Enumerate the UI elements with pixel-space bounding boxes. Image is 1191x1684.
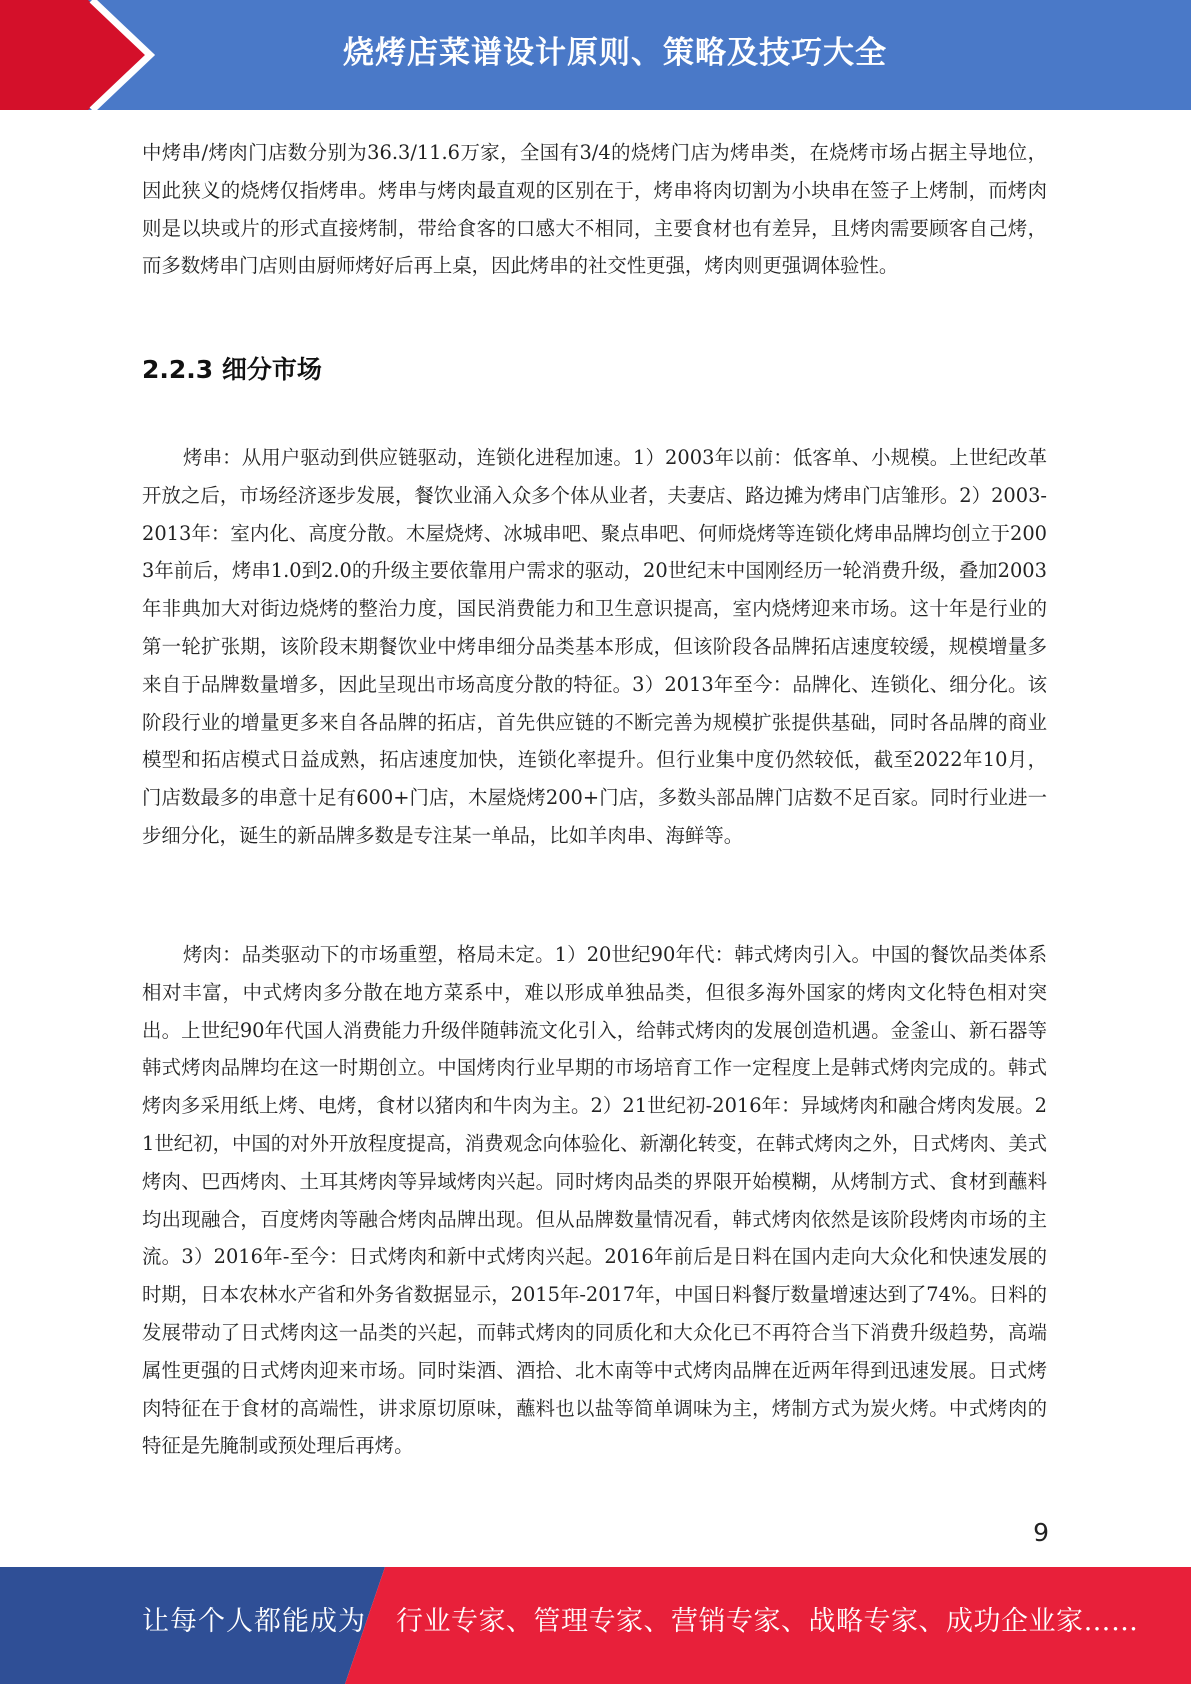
page-number: 9 [1033,1518,1049,1547]
section-heading: 2.2.3 细分市场 [142,355,322,384]
paragraph-skewer: 烤串：从用户驱动到供应链驱动，连锁化进程加速。1）2003年以前：低客单、小规模。上世纪改革开放之后，市场经济逐步发展，餐饮业涌入众多个体从业者，夫妻店、路边摊为烤串门店雏形。2）2003-2013年：室内化、高度分散。木屋烧烤、冰城串吧、聚点串吧、何师烧烤等连锁化烤串品牌均创立于2003年前后，烤串1.0到2.0的升级主要依靠用户需求的驱动，20世纪末中国刚经历一轮消费升级，叠加2003年非典加大对街边烧烤的整治力度，国民消费能力和卫生意识提高，室内烧烤迎来市场。这十年是行业的第一轮扩张期，该阶段末期餐饮业中烤串细分品类基本形成，但该阶段各品牌拓店速度较缓，规模增量多来自于品牌数量增多，因此呈现出市场高度分散的特征。3）2013年至今：品牌化、连锁化、细分化。该阶段行业的增量更多来自各品牌的拓店，首先供应链的不断完善为规模扩张提供基础，同时各品牌的商业模型和拓店模式日益成熟，拓店速度加快，连锁化率提升。但行业集中度仍然较低，截至2022年10月，门店数最多的串意十足有600+门店，木屋烧烤200+门店，多数头部品牌门店数不足百家。同时行业进一步细分化，诞生的新品牌多数是专注某一单品，比如羊肉串、海鲜等。 [142,446,1047,847]
page-footer [0,1567,1191,1684]
page-header [0,0,1191,110]
document-title: 烧烤店菜谱设计原则、策略及技巧大全 [343,35,887,71]
red-arrow-decoration [0,0,160,110]
footer-slogan-right: 行业专家、管理专家、营销专家、战略专家、成功企业家…… [396,1606,1139,1637]
main-content [142,134,1047,1458]
paragraph-barbecue: 烤肉：品类驱动下的市场重塑，格局未定。1）20世纪90年代：韩式烤肉引入。中国的餐饮品类体系相对丰富，中式烤肉多分散在地方菜系中，难以形成单独品类，但很多海外国家的烤肉文化特色相对突出。上世纪90年代国人消费能力升级伴随韩流文化引入，给韩式烤肉的发展创造机遇。金釜山、新石器等韩式烤肉品牌均在这一时期创立。中国烤肉行业早期的市场培育工作一定程度上是韩式烤肉完成的。韩式烤肉多采用纸上烤、电烤，食材以猪肉和牛肉为主。2）21世纪初-2016年：异域烤肉和融合烤肉发展。21世纪初，中国的对外开放程度提高，消费观念向体验化、新潮化转变，在韩式烤肉之外，日式烤肉、美式烤肉、巴西烤肉、土耳其烤肉等异域烤肉兴起。同时烤肉品类的界限开始模糊，从烤制方式、食材到蘸料均出现融合，百度烤肉等融合烤肉品牌出现。但从品牌数量情况看，韩式烤肉依然是该阶段烤肉市场的主流。3）2016年-至今：日式烤肉和新中式烤肉兴起。2016年前后是日料在国内走向大众化和快速发展的时期，日本农林水产省和外务省数据显示，2015年-2017年，中国日料餐厅数量增速达到了74%。日料的发展带动了日式烤肉这一品类的兴起，而韩式烤肉的同质化和大众化已不再符合当下消费升级趋势，高端属性更强的日式烤肉迎来市场。同时柒酒、酒拾、北木南等中式烤肉品牌在近两年得到迅速发展。日式烤肉特征在于食材的高端性，讲求原切原味，蘸料也以盐等简单调味为主，烤制方式为炭火烤。中式烤肉的特征是先腌制或预处理后再烤。 [142,943,1047,1458]
footer-slogan-left: 让每个人都能成为 [142,1606,366,1637]
paragraph-intro: 中烤串/烤肉门店数分别为36.3/11.6万家，全国有3/4的烧烤门店为烤串类，在烧烤市场占据主导地位，因此狭义的烧烤仅指烤串。烤串与烤肉最直观的区别在于，烤串将肉切割为小块串在签子上烤制，而烤肉则是以块或片的形式直接烤制，带给食客的口感大不相同，主要食材也有差异，且烤肉需要顾客自己烤，而多数烤串门店则由厨师烤好后再上桌，因此烤串的社交性更强，烤肉则更强调体验性。 [142,141,1047,278]
